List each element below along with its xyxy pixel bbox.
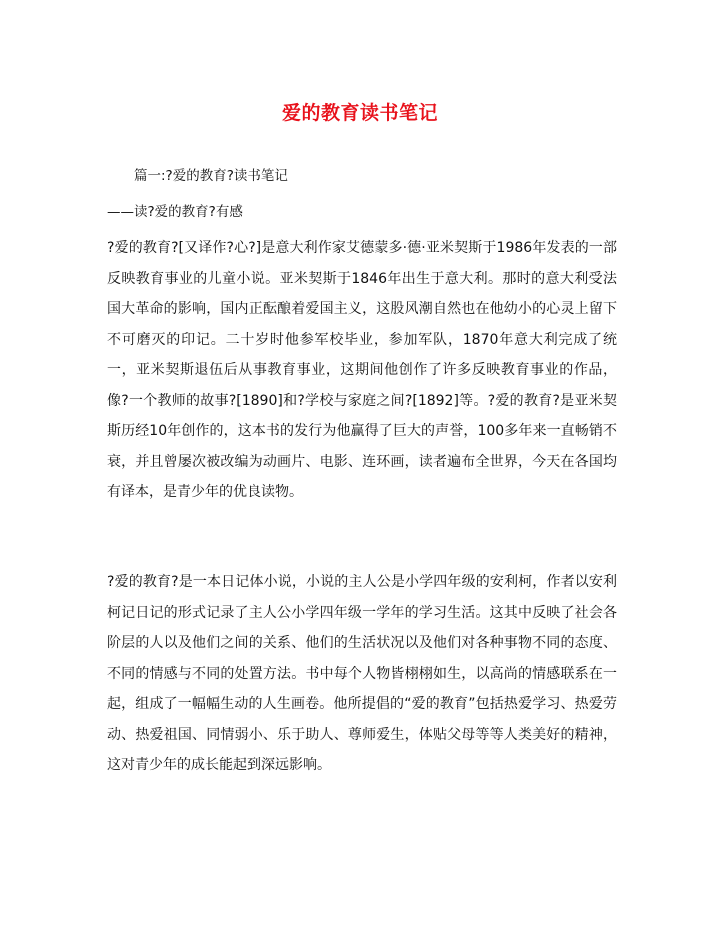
- document-title: 爱的教育读书笔记: [281, 102, 438, 124]
- paragraph-intro: ?爱的教育?[又译作?心?]是意大利作家艾德蒙多·德·亚米契斯于1986年发表的一部反映教育事业的儿童小说。亚米契斯于1846年出生于意大利。那时的意大利受法国大革命的影响，国内正酝酿着爱国主义，这股风潮自然也在他幼小的心灵上留下不可磨灭的印记。二十岁时他参军校毕业，参加军队，1870年意大利完成了统一，亚米契斯退伍后从事教育事业，这期间他创作了许多反映教育事业的作品，像?一个教师的故事?[1890]和?学校与家庭之间?[1892]等。?爱的教育?是亚米契斯历经10年创作的，这本书的发行为他赢得了巨大的声誉，100多年来一直畅销不衰，并且曾屡次被改编为动画片、电影、连环画，读者遍布全世界，今天在各国均有译本，是青少年的优良读物。: [107, 240, 617, 500]
- paragraph-summary: ?爱的教育?是一本日记体小说，小说的主人公是小学四年级的安利柯，作者以安利柯记日记的形式记录了主人公小学四年级一学年的学习生活。这其中反映了社会各阶层的人以及他们之间的关系、他们的生活状况以及他们对各种事物不同的态度、不同的情感与不同的处置方法。书中每个人物皆栩栩如生，以高尚的情感联系在一起，组成了一幅幅生动的人生画卷。他所提倡的“爱的教育”包括热爱学习、热爱劳动、热爱祖国、同情弱小、乐于助人、尊师爱生，体贴父母等等人类美好的精神，这对青少年的成长能起到深远影响。: [107, 574, 617, 773]
- subtitle: ——读?爱的教育?有感: [107, 204, 243, 220]
- section-heading: 篇一:?爱的教育?读书笔记: [134, 168, 288, 184]
